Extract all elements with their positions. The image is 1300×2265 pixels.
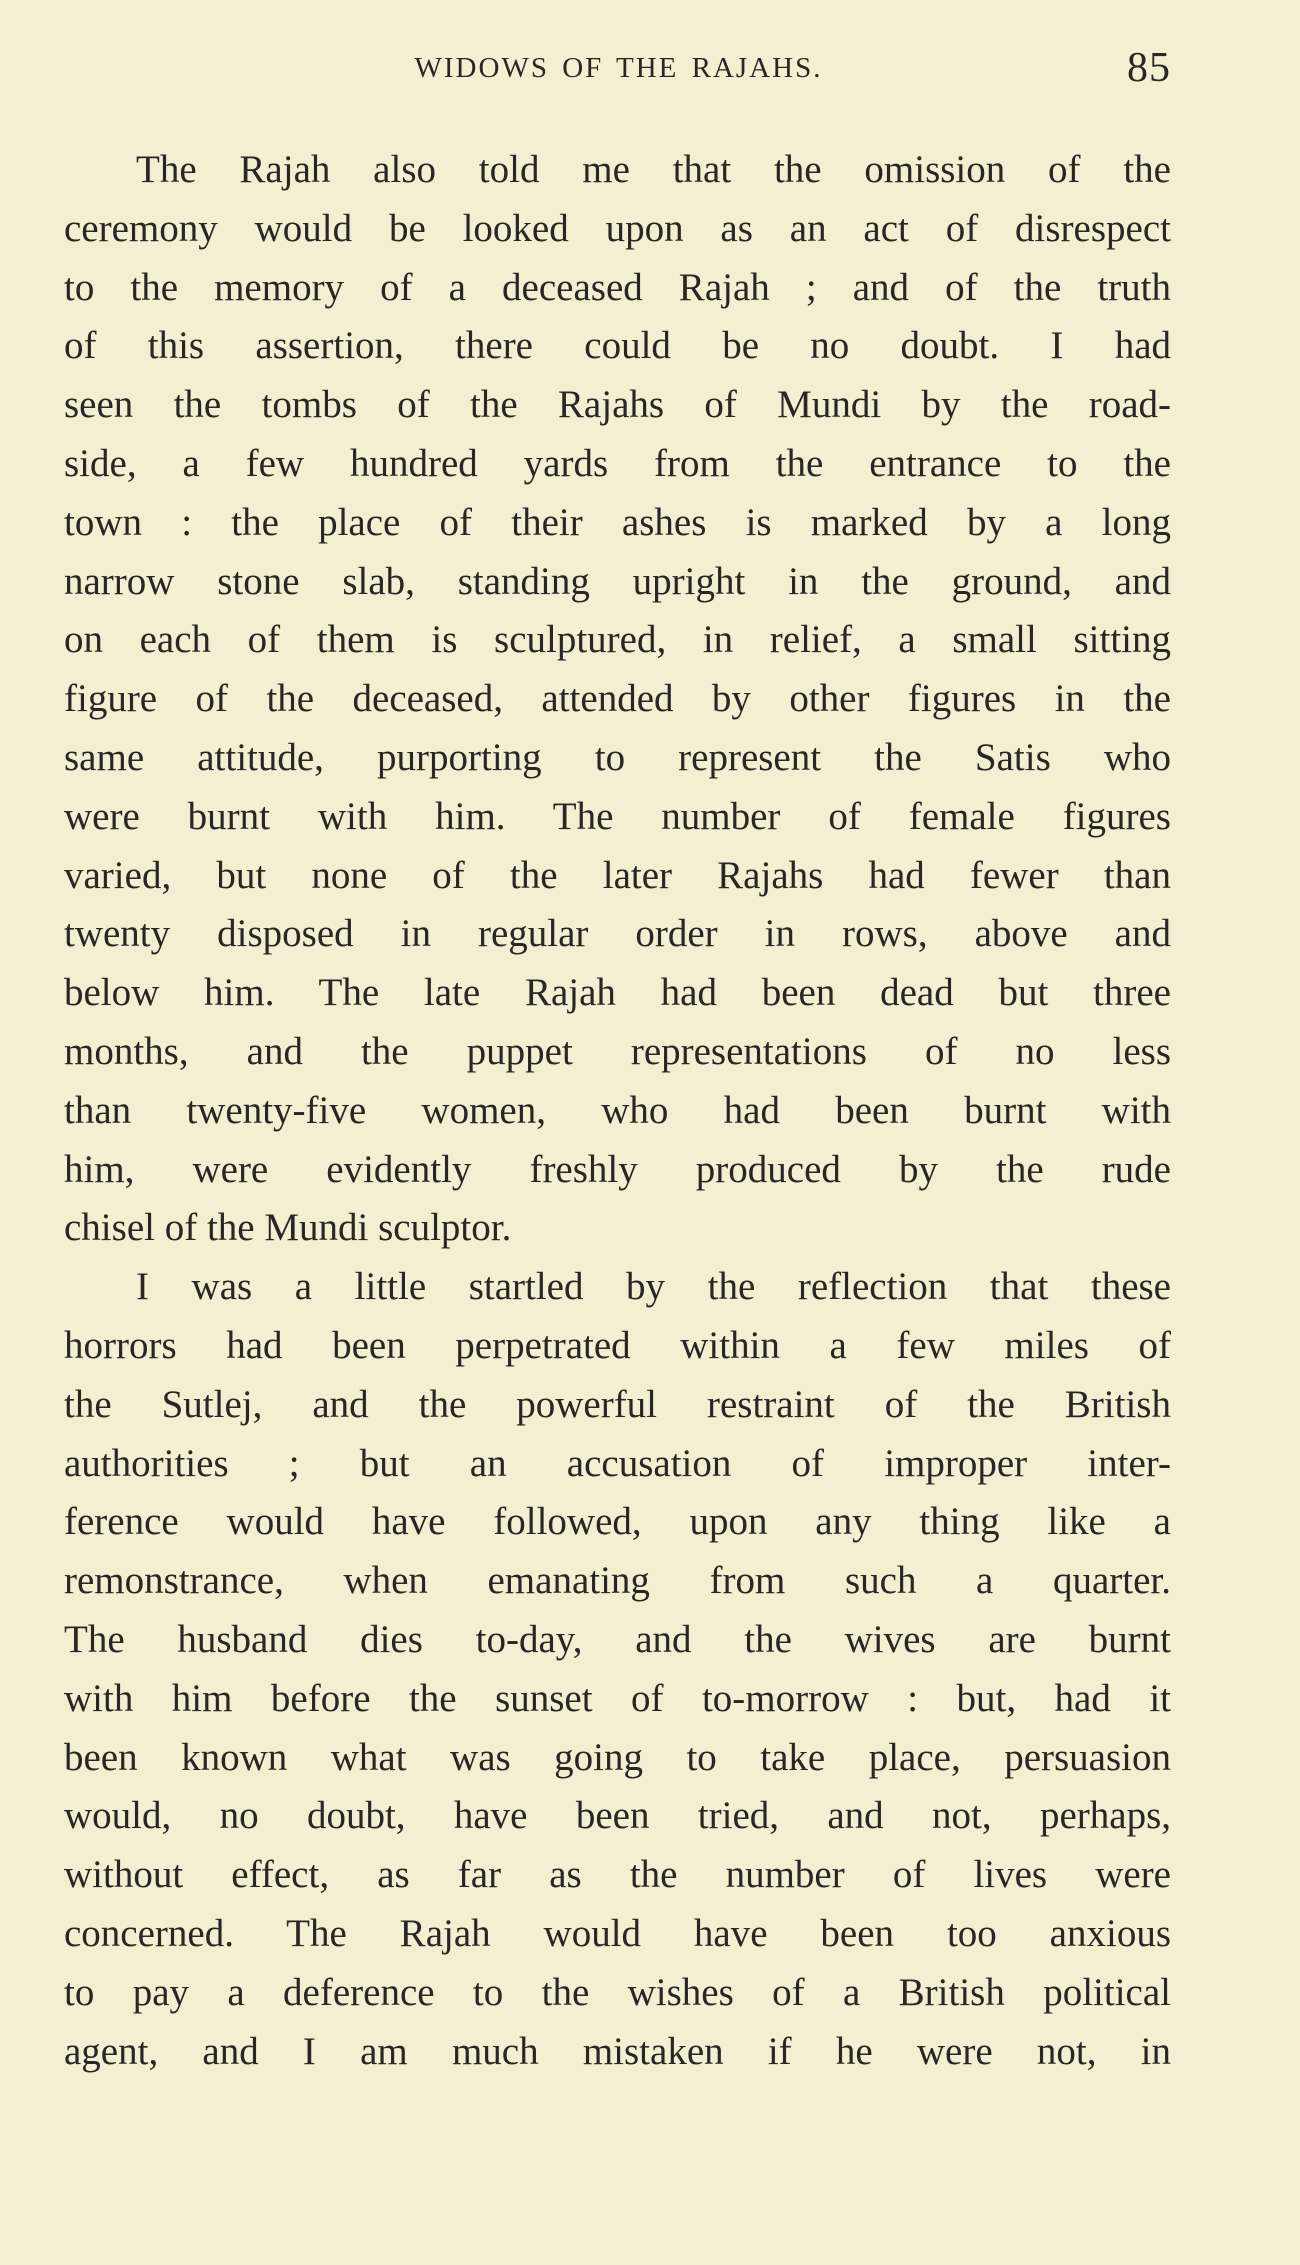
text-line: with him before the sunset of to-morrow : but, had it bbox=[64, 1676, 1171, 1720]
text-line: horrors had been perpetrated within a few miles of bbox=[64, 1323, 1171, 1367]
text-line: narrow stone slab, standing upright in the ground, and bbox=[64, 559, 1171, 603]
text-line: The husband dies to-day, and the wives are burnt bbox=[64, 1617, 1171, 1661]
text-line: concerned. The Rajah would have been too anxious bbox=[64, 1911, 1171, 1955]
text-line: on each of them is sculptured, in relief, a small sitting bbox=[64, 618, 1171, 662]
text-line: varied, but none of the later Rajahs had fewer than bbox=[64, 853, 1171, 897]
text-line: months, and the puppet representations of no less bbox=[64, 1029, 1171, 1073]
page-number: 85 bbox=[1127, 45, 1171, 91]
text-line: to pay a deference to the wishes of a British political bbox=[64, 1970, 1171, 2014]
text-line: would, no doubt, have been tried, and not, perhaps, bbox=[64, 1794, 1171, 1838]
text-line: I was a little startled by the reflection that these bbox=[136, 1265, 1171, 1309]
text-line: chisel of the Mundi sculptor. bbox=[64, 1206, 512, 1250]
text-line: been known what was going to take place, persuasion bbox=[64, 1735, 1171, 1779]
text-line: without effect, as far as the number of lives were bbox=[64, 1853, 1171, 1897]
text-line: seen the tombs of the Rajahs of Mundi by the road- bbox=[64, 383, 1171, 427]
text-line: than twenty-five women, who had been burnt with bbox=[64, 1088, 1171, 1132]
text-line: figure of the deceased, attended by other figures in the bbox=[64, 677, 1171, 721]
text-line: side, a few hundred yards from the entrance to the bbox=[64, 441, 1171, 485]
text-line: of this assertion, there could be no doubt. I had bbox=[64, 324, 1171, 368]
text-line: agent, and I am much mistaken if he were not, in bbox=[64, 2029, 1171, 2073]
text-line: ference would have followed, upon any thing like a bbox=[64, 1500, 1171, 1544]
paragraph bbox=[64, 1258, 1171, 2081]
text-line: were burnt with him. The number of female figures bbox=[64, 794, 1171, 838]
text-line: authorities ; but an accusation of improper inter- bbox=[64, 1441, 1171, 1485]
text-line: to the memory of a deceased Rajah ; and of the truth bbox=[64, 265, 1171, 309]
text-line: ceremony would be looked upon as an act of disrespect bbox=[64, 206, 1171, 250]
body-text bbox=[64, 141, 1171, 2081]
text-line: twenty disposed in regular order in rows, above and bbox=[64, 912, 1171, 956]
text-line: same attitude, purporting to represent the Satis who bbox=[64, 735, 1171, 779]
running-head bbox=[66, 44, 1171, 104]
text-line: him, were evidently freshly produced by the rude bbox=[64, 1147, 1171, 1191]
paragraph bbox=[64, 141, 1171, 1258]
text-line: the Sutlej, and the powerful restraint of the British bbox=[64, 1382, 1171, 1426]
text-line: The Rajah also told me that the omission of the bbox=[136, 148, 1171, 191]
running-title: WIDOWS OF THE RAJAHS. bbox=[414, 52, 823, 84]
text-line: remonstrance, when emanating from such a quarter. bbox=[64, 1559, 1171, 1603]
text-line: town : the place of their ashes is marked by a long bbox=[64, 500, 1171, 544]
text-line: below him. The late Rajah had been dead but three bbox=[64, 971, 1171, 1015]
